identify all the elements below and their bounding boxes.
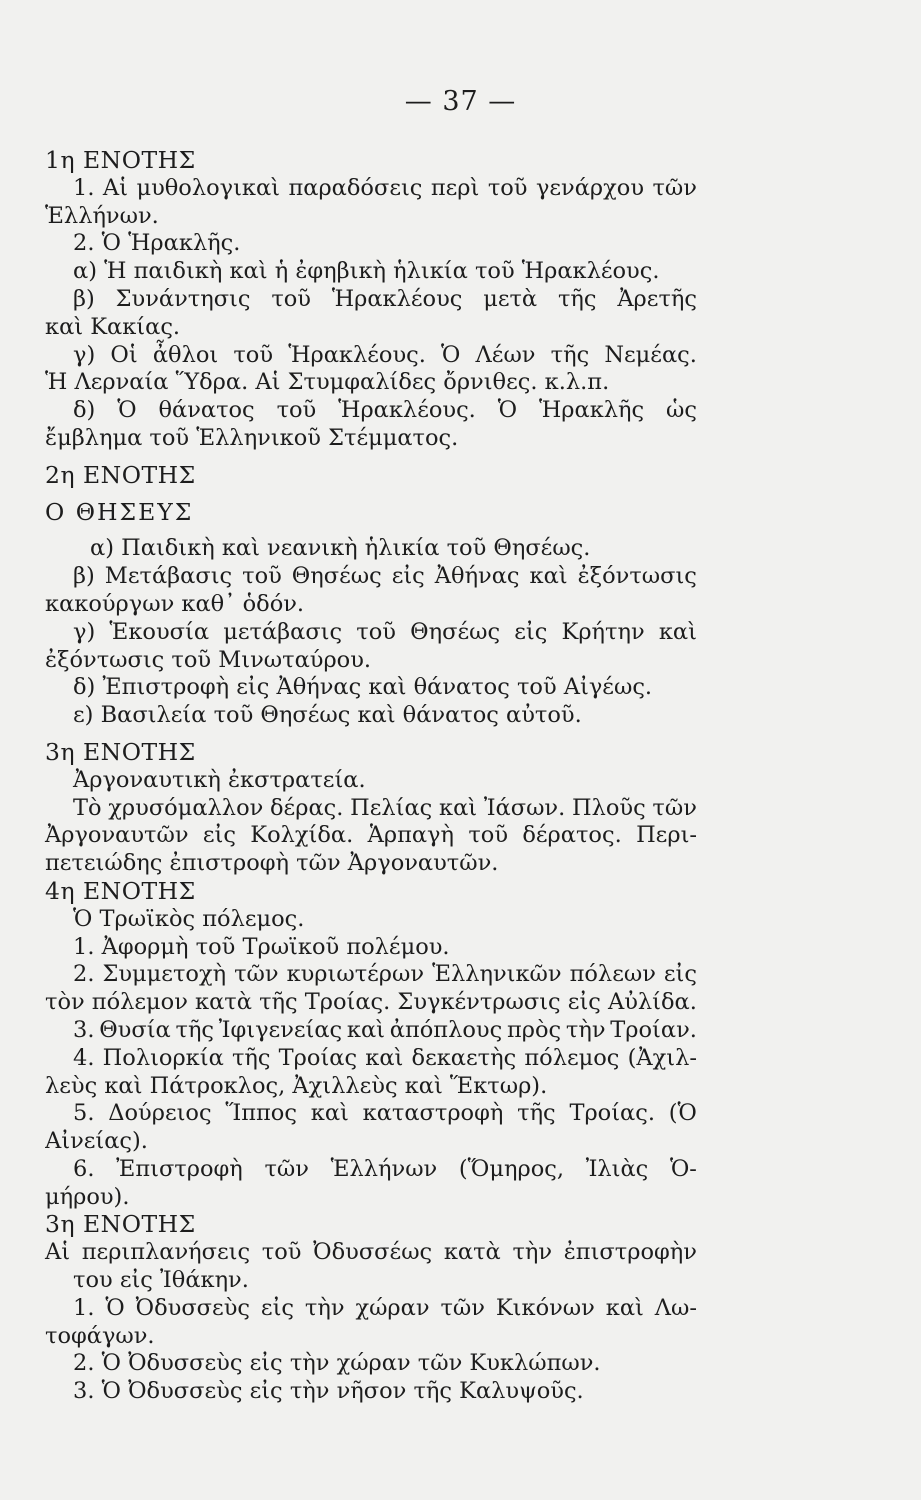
section-subtitle: Ο ΘΗΣΕΥΣ [45, 498, 194, 526]
word: 5. [73, 1100, 95, 1127]
word: Ἑκουσία [109, 618, 210, 645]
word: καὶ [365, 1044, 404, 1071]
word: Ἰφιγενείας [218, 1016, 343, 1043]
text-line [45, 1156, 697, 1184]
word: γενάρχου [535, 174, 644, 201]
word: Τροίας. [304, 989, 391, 1016]
word: πόλεμος [524, 1044, 620, 1071]
word: (Ὁ [668, 1100, 697, 1127]
word: Πελίας [350, 794, 433, 821]
word: Πλοῦς [571, 794, 646, 821]
section-heading: 1η ΕΝΟΤΗΣ [45, 147, 196, 174]
word: (Ὅμηρος, [458, 1155, 565, 1182]
text-line: καὶ Κακίας. [45, 313, 181, 340]
word: τὴν [565, 1016, 606, 1043]
word: τὴν [512, 1239, 553, 1266]
word: Συγκέντρωσις [397, 989, 561, 1016]
word: Ἁρπαγὴ [367, 822, 454, 849]
word: Συνάντησις [115, 285, 251, 312]
word: Συμμετοχὴ [102, 961, 227, 988]
text-line: α) Παιδικὴ καὶ νεανικὴ ἡλικία τοῦ Θησέως. [90, 535, 591, 562]
word: Ἡρακλέους. [288, 341, 426, 368]
word: τοῦ [356, 618, 396, 645]
word: ἐπιστροφὴν [563, 1239, 697, 1266]
word: Λω- [654, 1294, 697, 1321]
word: τοῦ [487, 174, 528, 201]
word: θάνατος [158, 397, 255, 424]
word: περὶ [430, 174, 480, 201]
word: Τὸ [73, 794, 102, 821]
section-heading: 2η ΕΝΟΤΗΣ [45, 461, 196, 489]
word: 6. [73, 1155, 95, 1182]
text-line: Ἑλλήνων. [45, 202, 159, 229]
text-line [45, 822, 697, 850]
word: τῆς [231, 1044, 271, 1071]
word: εἰς [567, 989, 601, 1016]
word: 1. [73, 1294, 95, 1321]
word: Ἀθήνας [434, 563, 520, 590]
text-line [45, 286, 697, 314]
word: 4. [73, 1044, 95, 1071]
word: καταστροφὴ [362, 1100, 504, 1127]
word: πόλεων [569, 961, 656, 988]
word: περιπλανήσεις [81, 1239, 251, 1266]
word: Πολιορκία [102, 1044, 224, 1071]
word: τῶν [652, 794, 697, 821]
text-line [45, 1100, 697, 1128]
word: καὶ [439, 794, 478, 821]
text-line: δ) Ἐπιστροφὴ εἰς Ἀθήνας καὶ θάνατος τοῦ Αἰγέως. [73, 674, 653, 701]
word: γ) [73, 618, 96, 645]
word: τῆς [517, 1100, 556, 1127]
word: τοῦ [233, 341, 274, 368]
word: καὶ [658, 618, 697, 645]
word: Ὁ [105, 1294, 125, 1321]
word: (Ἀχιλ- [627, 1044, 697, 1071]
word: Μετάβασις [104, 563, 233, 590]
word: Περι- [636, 822, 697, 849]
word: χρυσόμαλλον [108, 794, 264, 821]
word: 3. [73, 1016, 95, 1043]
text-line [45, 175, 697, 203]
word: τῆς [259, 989, 298, 1016]
text-line: Ἀργοναυτικὴ ἐκστρατεία. [73, 766, 366, 793]
text-line: 3. Ὁ Ὀδυσσεὺς εἰς τὴν νῆσον τῆς Καλυψοῦς. [73, 1378, 584, 1405]
word: τῆς [550, 341, 590, 368]
word: Αἱ [102, 174, 128, 201]
word: Νεμέας. [604, 341, 697, 368]
word: τῆς [557, 285, 597, 312]
section-heading: 3η ΕΝΟΤΗΣ [45, 1211, 196, 1239]
word: Θησέως [410, 618, 501, 645]
word: Αὐλίδα. [608, 989, 697, 1016]
word: τὸν [45, 989, 85, 1016]
word: κυριωτέρων [286, 961, 425, 988]
word: Ἰάσων. [483, 794, 566, 821]
text-line [45, 619, 697, 647]
word: χώραν [355, 1294, 430, 1321]
word: καὶ [605, 1294, 644, 1321]
word: δ) [73, 397, 96, 424]
word: Ἡρακλέους [331, 285, 463, 312]
word: Ἀρετῆς [617, 285, 697, 312]
word: ἐξόντωσις [577, 563, 697, 590]
word: Ὀδυσσέως [313, 1239, 433, 1266]
word: Οἱ [110, 341, 138, 368]
word: μετάβασις [223, 618, 343, 645]
word: β) [73, 285, 95, 312]
word: β) [73, 563, 95, 590]
word: Τροίας. [569, 1100, 655, 1127]
text-line [45, 563, 697, 591]
text-line [45, 961, 697, 989]
word: Ὁ [117, 397, 137, 424]
text-line: 1. Ἀφορμὴ τοῦ Τρωϊκοῦ πολέμου. [73, 933, 450, 960]
text-line: Ὁ Τρωϊκὸς πόλεμος. [73, 905, 305, 932]
word: Θυσία [99, 1016, 171, 1043]
word: Ὁ- [669, 1155, 697, 1182]
word: Ἵππος [225, 1100, 297, 1127]
word: κατὰ [443, 1239, 501, 1266]
word: τοῦ [468, 822, 508, 849]
word: εἰς [514, 618, 548, 645]
text-line [45, 1295, 697, 1323]
word: παραδόσεις [288, 174, 423, 201]
text-line: μήρου). [45, 1183, 130, 1210]
word: δεκαετὴς [411, 1044, 517, 1071]
text-line: ε) Βασιλεία τοῦ Θησέως καὶ θάνατος αὐτοῦ. [73, 702, 582, 729]
text-line: πετειώδης ἐπιστροφὴ τῶν Ἀργοναυτῶν. [45, 850, 499, 877]
text-line: τοφάγων. [45, 1322, 155, 1349]
word: εἰς [391, 563, 425, 590]
word: καὶ [346, 1016, 386, 1043]
word: τοῦ [271, 285, 311, 312]
text-line: 2. Ὁ Ὀδυσσεὺς εἰς τὴν χώραν τῶν Κυκλώπων. [73, 1350, 601, 1377]
text-line: 2. Ὁ Ἡρακλῆς. [73, 230, 241, 257]
word: Κικόνων [495, 1294, 595, 1321]
word: Ἰλιὰς [585, 1155, 649, 1182]
word: γ) [73, 341, 96, 368]
word: Ἡρακλέους. [338, 397, 476, 424]
word: τῆς [175, 1016, 215, 1043]
word: Τροίας [278, 1044, 358, 1071]
word: πόλεμον [91, 989, 188, 1016]
word: τῶν [440, 1294, 485, 1321]
word: τῶν [264, 1155, 309, 1182]
text-line [45, 1239, 697, 1267]
word: πρὸς [506, 1016, 562, 1043]
page-number: — 37 — [404, 86, 517, 117]
text-line: Ἡ Λερναία Ὕδρα. Αἱ Στυμφαλίδες ὄρνιθες. κ.λ.π. [45, 369, 610, 396]
word: εἰς [202, 822, 236, 849]
text-line: του εἰς Ἰθάκην. [73, 1267, 249, 1294]
word: 1. [73, 174, 95, 201]
text-line: λεὺς καὶ Πάτροκλος, Ἀχιλλεὺς καὶ Ἕκτωρ). [45, 1072, 548, 1099]
word: τοῦ [242, 563, 282, 590]
word: Ὁ [441, 341, 461, 368]
text-line: ἐξόντωσις τοῦ Μινωταύρου. [45, 646, 372, 673]
word: εἰς [663, 961, 697, 988]
word: μετὰ [483, 285, 538, 312]
text-line [45, 397, 697, 425]
word: Τροίαν. [610, 1016, 697, 1043]
text-line [45, 989, 697, 1017]
word: Κρήτην [561, 618, 645, 645]
text-line [45, 1017, 697, 1045]
text-line [45, 1045, 697, 1073]
word: μυθολογικαὶ [136, 174, 281, 201]
document-body [45, 147, 697, 1406]
word: Κολχίδα. [250, 822, 354, 849]
word: καὶ [529, 563, 568, 590]
word: Αἱ [45, 1239, 71, 1266]
word: εἰς [260, 1294, 294, 1321]
text-line: α) Ἡ παιδικὴ καὶ ἡ ἐφηβικὴ ἡλικία τοῦ Ἡρακλέους. [73, 258, 660, 285]
word: τῶν [652, 174, 697, 201]
word: καὶ [310, 1100, 349, 1127]
section-heading: 4η ΕΝΟΤΗΣ [45, 877, 196, 905]
text-line: κακούργων καθ᾽ ὁδόν. [45, 590, 305, 617]
word: τοῦ [261, 1239, 302, 1266]
word: τῶν [234, 961, 279, 988]
word: Ἑλληνικῶν [432, 961, 562, 988]
word: Ὀδυσσεὺς [135, 1294, 250, 1321]
word: ἆθλοι [152, 341, 219, 368]
word: δέρας. [270, 794, 344, 821]
word: Λέων [475, 341, 536, 368]
word: Ἑλλήνων [330, 1155, 438, 1182]
word: Δούρειος [108, 1100, 212, 1127]
text-line: Αἰνείας). [45, 1128, 148, 1155]
word: τὴν [304, 1294, 345, 1321]
word: Ἐπιστροφὴ [116, 1155, 243, 1182]
text-line: ἔμβλημα τοῦ Ἑλληνικοῦ Στέμματος. [45, 424, 459, 451]
word: Ἡρακλῆς [538, 397, 645, 424]
word: Ὁ [497, 397, 518, 424]
word: 2. [73, 961, 95, 988]
word: κατὰ [195, 989, 252, 1016]
word: τοῦ [276, 397, 317, 424]
text-line [45, 342, 697, 370]
word: Θησέως [291, 563, 382, 590]
word: δέρατος. [522, 822, 622, 849]
section-heading: 3η ΕΝΟΤΗΣ [45, 738, 196, 766]
word: Ἀργοναυτῶν [45, 822, 189, 849]
word: ἀπόπλους [389, 1016, 503, 1043]
word: ὡς [666, 397, 697, 424]
text-line [45, 795, 697, 823]
